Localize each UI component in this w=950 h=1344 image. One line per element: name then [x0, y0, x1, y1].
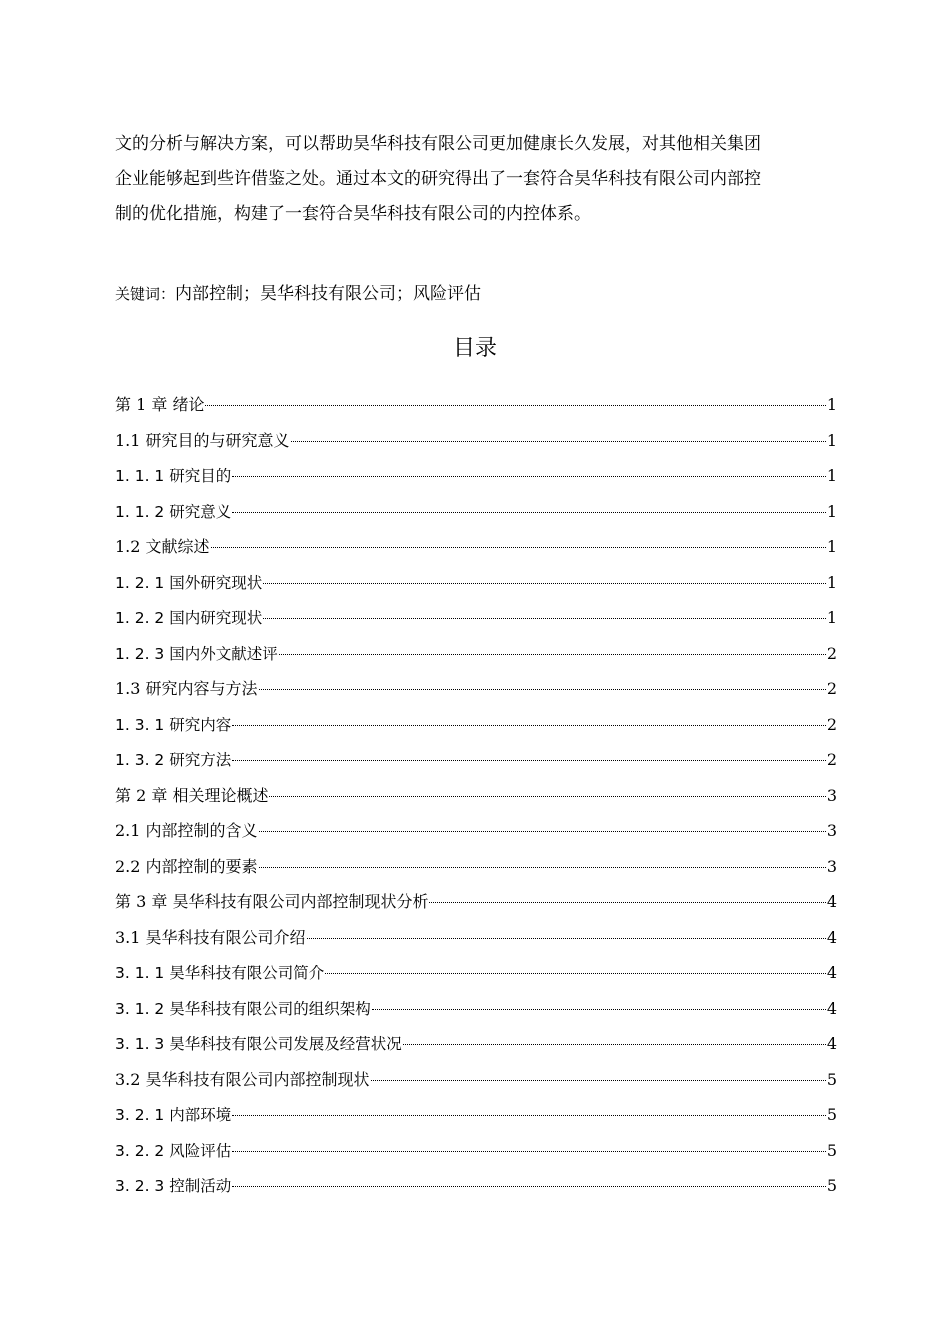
toc-dot-leader — [269, 796, 825, 797]
abstract-line: 企业能够起到些许借鉴之处。通过本文的研究得出了一套符合昊华科技有限公司内部控 — [115, 169, 761, 189]
toc-entry-page-number: 2 — [826, 750, 837, 769]
toc-entry-label: 1. 2. 1 国外研究现状 — [115, 573, 263, 592]
toc-entry-label: 1. 2. 2 国内研究现状 — [115, 609, 263, 627]
toc-dot-leader — [232, 512, 826, 513]
toc-entry-page-number: 1 — [826, 572, 837, 592]
toc-entry-page-number: 2 — [826, 679, 837, 698]
toc-entry-page-number: 5 — [826, 1105, 837, 1124]
toc-entry[interactable] — [115, 463, 837, 499]
toc-dot-leader — [263, 618, 826, 619]
toc-dot-leader — [232, 760, 826, 761]
toc-entry[interactable] — [115, 783, 837, 819]
toc-entry-label: 第 2 章 相关理论概述 — [115, 785, 269, 805]
toc-entry-page-number: 2 — [826, 643, 837, 663]
toc-dot-leader — [232, 1115, 826, 1116]
toc-entry-page-number: 4 — [826, 1034, 837, 1053]
abstract-paragraph — [115, 127, 837, 232]
toc-entry-page-number: 1 — [826, 608, 837, 627]
toc-entry[interactable] — [115, 499, 837, 535]
toc-dot-leader — [403, 1044, 826, 1045]
toc-entry-page-number: 1 — [826, 430, 837, 450]
toc-entry-label: 3.2 昊华科技有限公司内部控制现状 — [115, 1069, 370, 1089]
toc-entry[interactable] — [115, 1102, 837, 1138]
toc-dot-leader — [232, 476, 826, 477]
toc-dot-leader — [232, 725, 826, 726]
toc-entry-page-number: 4 — [826, 892, 837, 911]
table-of-contents — [115, 392, 837, 1209]
toc-entry-page-number: 3 — [826, 785, 837, 805]
toc-entry-label: 3. 1. 3 昊华科技有限公司发展及经营状况 — [115, 1035, 402, 1053]
toc-entry-label: 1. 3. 2 研究方法 — [115, 751, 232, 769]
toc-entry[interactable] — [115, 676, 837, 712]
toc-entry[interactable] — [115, 889, 837, 925]
toc-entry[interactable] — [115, 996, 837, 1032]
toc-entry-label: 3. 1. 2 昊华科技有限公司的组织架构 — [115, 999, 371, 1018]
toc-entry-page-number: 3 — [826, 821, 837, 840]
toc-dot-leader — [372, 1009, 826, 1010]
toc-entry-label: 第 3 章 昊华科技有限公司内部控制现状分析 — [115, 892, 429, 911]
toc-entry-label: 1. 3. 1 研究内容 — [115, 715, 232, 734]
toc-entry-label: 3. 2. 3 控制活动 — [115, 1177, 232, 1195]
toc-entry[interactable] — [115, 1138, 837, 1174]
toc-entry-label: 3. 2. 1 内部环境 — [115, 1106, 232, 1124]
toc-entry[interactable] — [115, 854, 837, 890]
toc-entry-page-number: 4 — [826, 963, 837, 982]
toc-title: 目录 — [452, 336, 497, 361]
toc-dot-leader — [325, 973, 826, 974]
toc-entry[interactable] — [115, 747, 837, 783]
abstract-line: 制的优化措施，构建了一套符合昊华科技有限公司的内控体系。 — [115, 204, 591, 224]
toc-dot-leader — [232, 1151, 826, 1152]
toc-dot-leader — [259, 689, 826, 690]
toc-entry-page-number: 1 — [826, 537, 837, 556]
toc-dot-leader — [232, 1186, 826, 1187]
toc-dot-leader — [307, 938, 826, 939]
toc-entry-label: 1. 1. 1 研究目的 — [115, 467, 232, 485]
toc-entry[interactable] — [115, 818, 837, 854]
keywords-line — [115, 282, 481, 306]
toc-entry-label: 第 1 章 绪论 — [115, 395, 205, 414]
toc-dot-leader — [211, 547, 826, 548]
toc-dot-leader — [205, 405, 825, 406]
toc-entry[interactable] — [115, 392, 837, 428]
toc-entry-label: 1. 2. 3 国内外文献述评 — [115, 644, 278, 663]
toc-entry-page-number: 2 — [826, 714, 837, 734]
toc-entry-page-number: 5 — [826, 1069, 837, 1089]
toc-entry-page-number: 5 — [826, 1176, 837, 1195]
toc-entry-label: 1. 1. 2 研究意义 — [115, 502, 232, 521]
toc-entry-label: 2.2 内部控制的要素 — [115, 856, 258, 876]
toc-entry-label: 3. 2. 2 风险评估 — [115, 1141, 232, 1160]
toc-entry[interactable] — [115, 570, 837, 606]
abstract-line: 文的分析与解决方案，可以帮助昊华科技有限公司更加健康长久发展，对其他相关集团 — [115, 134, 761, 154]
toc-entry-page-number: 3 — [826, 856, 837, 876]
toc-entry[interactable] — [115, 534, 837, 570]
toc-entry[interactable] — [115, 641, 837, 677]
toc-entry-label: 1.1 研究目的与研究意义 — [115, 430, 290, 450]
toc-entry[interactable] — [115, 428, 837, 464]
toc-entry-page-number: 1 — [826, 466, 837, 485]
toc-entry-page-number: 4 — [826, 927, 837, 947]
toc-entry-page-number: 1 — [826, 395, 837, 414]
keywords-label: 关键词： — [115, 285, 176, 303]
toc-entry[interactable] — [115, 1067, 837, 1103]
toc-entry[interactable] — [115, 960, 837, 996]
toc-entry[interactable] — [115, 1173, 837, 1209]
toc-dot-leader — [259, 831, 826, 832]
toc-dot-leader — [429, 902, 825, 903]
toc-entry-page-number: 1 — [826, 501, 837, 521]
toc-dot-leader — [259, 867, 826, 868]
toc-entry-page-number: 4 — [826, 998, 837, 1018]
toc-entry-label: 3.1 昊华科技有限公司介绍 — [115, 927, 306, 947]
toc-entry-label: 1.3 研究内容与方法 — [115, 679, 258, 698]
toc-entry-page-number: 5 — [826, 1140, 837, 1160]
toc-dot-leader — [263, 583, 826, 584]
toc-entry[interactable] — [115, 1031, 837, 1067]
toc-entry[interactable] — [115, 712, 837, 748]
toc-dot-leader — [371, 1080, 826, 1081]
keywords-text: 内部控制；昊华科技有限公司；风险评估 — [175, 284, 482, 304]
toc-entry[interactable] — [115, 925, 837, 961]
toc-dot-leader — [279, 654, 826, 655]
toc-entry-label: 1.2 文献综述 — [115, 537, 210, 556]
toc-dot-leader — [291, 441, 826, 442]
toc-entry-label: 2.1 内部控制的含义 — [115, 821, 258, 840]
toc-entry[interactable] — [115, 605, 837, 641]
toc-entry-label: 3. 1. 1 昊华科技有限公司简介 — [115, 964, 325, 982]
